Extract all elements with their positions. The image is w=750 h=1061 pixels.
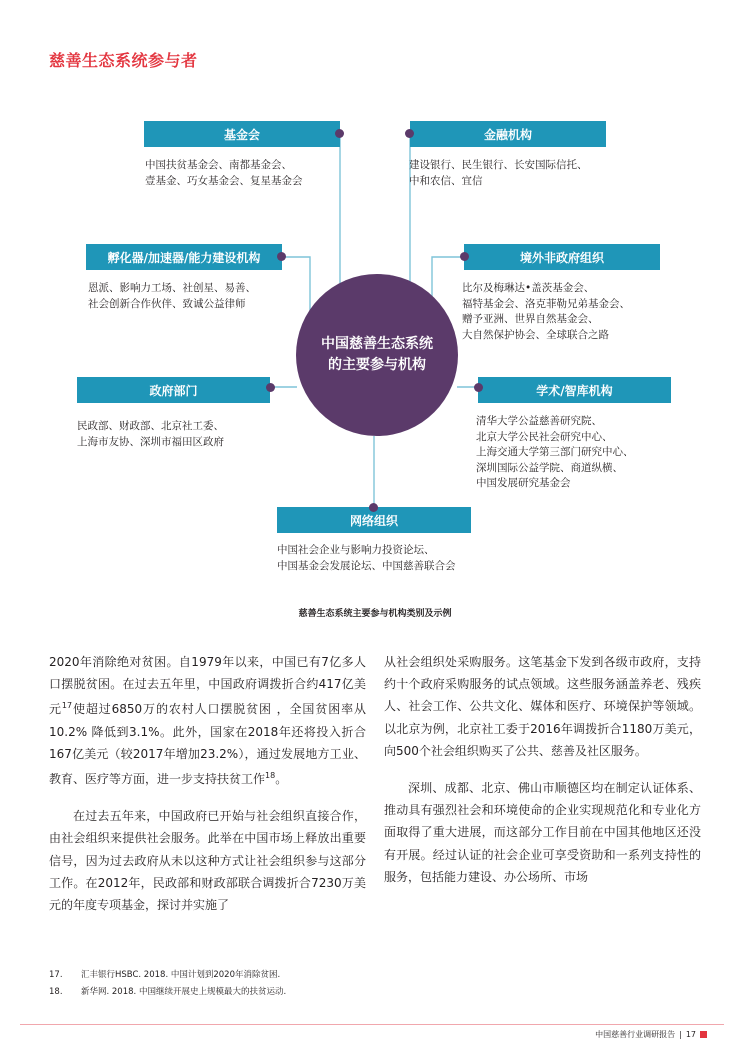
connector-dot xyxy=(277,252,286,261)
page-number: 17 xyxy=(685,1030,696,1039)
footnote-ref: 18 xyxy=(265,771,276,781)
category-academic-label: 学术/智库机构 xyxy=(536,383,613,398)
category-intl-ngo-label: 境外非政府组织 xyxy=(519,250,604,265)
text-run: 。 xyxy=(275,772,288,787)
category-incubators-label: 孵化器/加速器/能力建设机构 xyxy=(107,250,261,265)
footer-square-icon xyxy=(700,1031,707,1038)
example-line: 中国发展研究基金会 xyxy=(476,477,571,489)
category-financial-label: 金融机构 xyxy=(483,127,532,142)
example-line: 比尔及梅琳达•盖茨基金会、 xyxy=(462,282,595,294)
left-paragraph-2: 在过去五年来，中国政府已开始与社会组织直接合作，由社会组织来提供社会服务。此举在中国市场上释放出重要信号，因为过去政府从未以这种方式让社会组织参与这部分工作。在2012年，民政部和财政部联合调拨折合7230万美元的年度专项基金，探讨并实施了 xyxy=(49,809,366,913)
example-line: 上海交通大学第三部门研究中心、 xyxy=(476,446,634,458)
category-incubators xyxy=(86,244,282,270)
left-paragraph-1 xyxy=(49,651,366,790)
footer-separator: | xyxy=(679,1030,682,1039)
example-line: 深圳国际公益学院、商道纵横、 xyxy=(476,461,623,474)
category-networks-label: 网络组织 xyxy=(349,513,398,528)
ecosystem-hub-circle xyxy=(296,274,458,436)
financial-examples xyxy=(409,158,588,189)
footnote xyxy=(49,986,286,998)
example-line: 北京大学公民社会研究中心、 xyxy=(476,430,613,443)
footnote-text: 新华网. 2018. 中国继续开展史上规模最大的扶贫运动. xyxy=(81,987,287,997)
example-line: 社会创新合作伙伴、致诚公益律师 xyxy=(88,297,246,310)
example-line: 上海市友协、深圳市福田区政府 xyxy=(77,435,224,448)
footnote xyxy=(49,969,280,981)
networks-examples xyxy=(277,543,456,574)
example-line: 中国扶贫基金会、南都基金会、 xyxy=(145,159,292,171)
footnote-number: 18. xyxy=(49,987,63,997)
connector-dot xyxy=(369,503,378,512)
right-column xyxy=(384,651,701,888)
intl-ngo-examples xyxy=(462,281,630,343)
example-line: 中国基金会发展论坛、中国慈善联合会 xyxy=(277,559,456,572)
government-examples xyxy=(77,419,224,450)
category-intl-ngo xyxy=(464,244,660,270)
academic-examples xyxy=(476,414,634,492)
example-line: 赠予亚洲、世界自然基金会、 xyxy=(462,313,599,325)
example-line: 中国社会企业与影响力投资论坛、 xyxy=(277,544,435,556)
foundations-examples xyxy=(145,158,303,189)
example-line: 建设银行、民生银行、长安国际信托、 xyxy=(409,159,588,171)
category-government-label: 政府部门 xyxy=(149,383,198,398)
category-government xyxy=(77,377,270,403)
category-foundations-label: 基金会 xyxy=(223,127,260,142)
connector-dot xyxy=(460,252,469,261)
category-academic xyxy=(478,377,671,403)
text-run: 2020年消除绝对贫困。自1979年以来，中国已有7亿多人口摆脱贫困。在过去五年里，中国政府调拨折合约417亿美元 xyxy=(49,655,366,717)
connector-dot xyxy=(474,383,483,392)
hub-line-1: 中国慈善生态系统 xyxy=(321,336,433,352)
figure-caption: 慈善生态系统主要参与机构类别及示例 xyxy=(298,609,452,619)
example-line: 福特基金会、洛克菲勒兄弟基金会、 xyxy=(462,297,630,310)
connector-dot xyxy=(405,129,414,138)
footnote-number: 17. xyxy=(49,970,63,980)
footnote-text: 汇丰银行HSBC. 2018. 中国计划到2020年消除贫困. xyxy=(81,970,281,980)
incubators-examples xyxy=(88,281,256,312)
page-footer xyxy=(595,1029,707,1040)
example-line: 民政部、财政部、北京社工委、 xyxy=(77,420,224,432)
connector-dot xyxy=(335,129,344,138)
example-line: 壹基金、巧女基金会、复星基金会 xyxy=(145,174,303,187)
example-line: 清华大学公益慈善研究院、 xyxy=(476,415,602,427)
page-title: 慈善生态系统参与者 xyxy=(49,51,198,70)
footer-report-title: 中国慈善行业调研报告 xyxy=(595,1030,676,1039)
right-paragraph-2: 深圳、成都、北京、佛山市顺德区均在制定认证体系、推动具有强烈社会和环境使命的企业实现规范化和专业化方面取得了重大进展，而这部分工作目前在中国其他地区还没有开展。经过认证的社会企业可享受资助和一系列支持性的服务，包括能力建设、办公场所、市场 xyxy=(384,781,701,884)
example-line: 中和农信、宜信 xyxy=(409,174,483,187)
left-column xyxy=(49,651,366,916)
footnote-ref: 17 xyxy=(61,701,73,711)
category-financial xyxy=(410,121,606,147)
footer-divider xyxy=(20,1024,724,1025)
category-foundations xyxy=(144,121,340,147)
connector-dot xyxy=(266,383,275,392)
example-line: 大自然保护协会、全球联合之路 xyxy=(462,328,609,341)
right-paragraph-1: 从社会组织处采购服务。这笔基金下发到各级市政府，支持约十个政府采购服务的试点领域。这些服务涵盖养老、残疾人、社会工作、公共文化、媒体和医疗、环境保护等领域。以北京为例，北京社工委于2016年调拨折合1180万美元，向500个社会组织购买了公共、慈善及社区服务。 xyxy=(384,655,701,758)
hub-line-2: 的主要参与机构 xyxy=(328,357,426,373)
text-run: 使超过6850万的农村人口摆脱贫困 ，全国贫困率从10.2% 降低到3.1%。此外，国家在2018年还将投入折合167亿美元（较2017年增加23.2%），通过发展地方工业、教育、医疗等方面，进一步支持扶贫工作 xyxy=(49,702,366,787)
example-line: 恩派、影响力工场、社创星、易善、 xyxy=(88,282,256,294)
